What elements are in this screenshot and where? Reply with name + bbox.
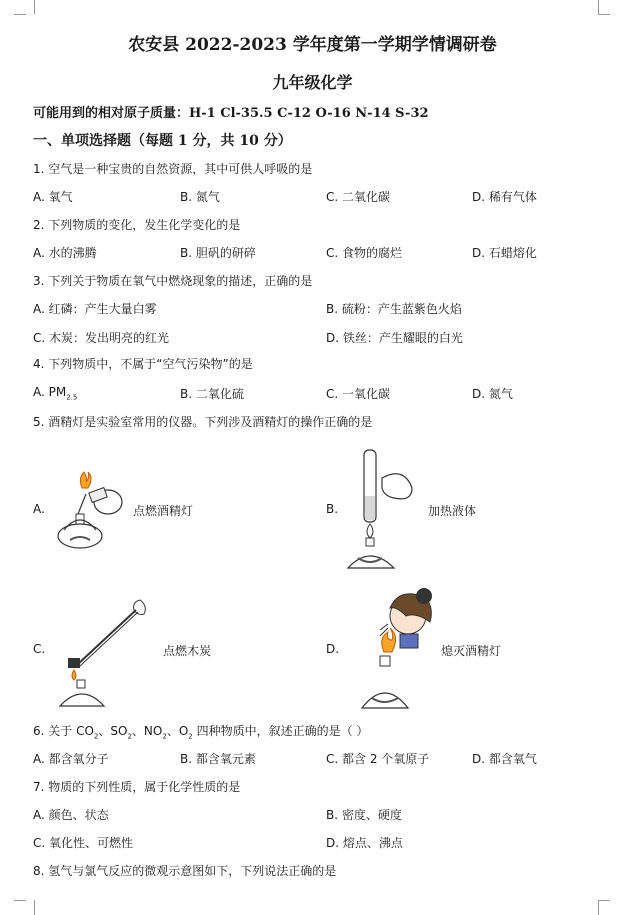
- blowing-out-lamp-figure: [350, 586, 440, 712]
- question-stem: 6. 关于 $CO_2$、$SO_2$、$NO_2$、$O_2$ 四种物质中，叙述正确的是（ ）: [33, 724, 369, 741]
- option: C. 都含 2 个氧原子: [326, 752, 430, 766]
- lighting-charcoal-figure: [56, 594, 156, 710]
- question-stem: 5. 酒精灯是实验室常用的仪器。下列涉及酒精灯的操作正确的是: [33, 415, 373, 429]
- question-stem: 8. 氢气与氯气反应的微观示意图如下，下列说法正确的是: [33, 864, 337, 878]
- question-stem: 4. 下列物质中，不属于“空气污染物”的是: [33, 357, 253, 371]
- option: C. 食物的腐烂: [326, 246, 403, 260]
- option: A. $PM_{2.5}$: [33, 385, 78, 402]
- section-heading: 一、单项选择题（每题 1 分，共 10 分）: [33, 133, 292, 149]
- alcohol-lamp-lighting-figure: [52, 470, 132, 552]
- option: D. 氮气: [472, 387, 513, 401]
- option: C. 氧化性、可燃性: [33, 836, 134, 850]
- option-label: B.: [326, 502, 339, 516]
- option: B. 硫粉：产生蓝紫色火焰: [326, 302, 462, 316]
- option: B. 密度、硬度: [326, 808, 402, 822]
- question-stem: 3. 下列关于物质在氧气中燃烧现象的描述，正确的是: [33, 274, 313, 288]
- heating-liquid-figure: [338, 448, 418, 572]
- exam-title: 农安县 2022-2023 学年度第一学期学情调研卷: [128, 35, 497, 55]
- atomic-masses: 可能用到的相对原子质量：H-1 Cl-35.5 C-12 O-16 N-14 S-32: [33, 106, 429, 121]
- option: A. 颜色、状态: [33, 808, 109, 822]
- question-stem: 2. 下列物质的变化，发生化学变化的是: [33, 218, 241, 232]
- figure-caption: 点燃木炭: [163, 644, 212, 658]
- exam-subtitle: 九年级化学: [272, 73, 353, 92]
- option: B. 氮气: [180, 190, 220, 204]
- option: D. 稀有气体: [472, 190, 537, 204]
- option: A. 红磷：产生大量白雾: [33, 302, 157, 316]
- option-label: A.: [33, 502, 45, 516]
- option: D. 都含氧气: [472, 752, 537, 766]
- option: D. 石蜡熔化: [472, 246, 537, 260]
- option: A. 水的沸腾: [33, 246, 97, 260]
- question-stem: 7. 物质的下列性质，属于化学性质的是: [33, 780, 241, 794]
- option: C. 二氧化碳: [326, 190, 391, 204]
- question-stem: 1. 空气是一种宝贵的自然资源，其中可供人呼吸的是: [33, 162, 313, 176]
- option: B. 都含氧元素: [180, 752, 256, 766]
- option: A. 都含氧分子: [33, 752, 109, 766]
- option: B. 胆矾的研碎: [180, 246, 256, 260]
- option: B. 二氧化硫: [180, 387, 244, 401]
- option: A. 氧气: [33, 190, 73, 204]
- figure-caption: 点燃酒精灯: [133, 504, 194, 518]
- figure-caption: 熄灭酒精灯: [441, 644, 502, 658]
- figure-caption: 加热液体: [428, 504, 477, 518]
- option-label: C.: [33, 642, 46, 656]
- option: C. 木炭：发出明亮的红光: [33, 331, 170, 345]
- option: C. 一氧化碳: [326, 387, 391, 401]
- option-label: D.: [326, 642, 340, 656]
- option: D. 铁丝：产生耀眼的白光: [326, 331, 463, 345]
- option: D. 熔点、沸点: [326, 836, 403, 850]
